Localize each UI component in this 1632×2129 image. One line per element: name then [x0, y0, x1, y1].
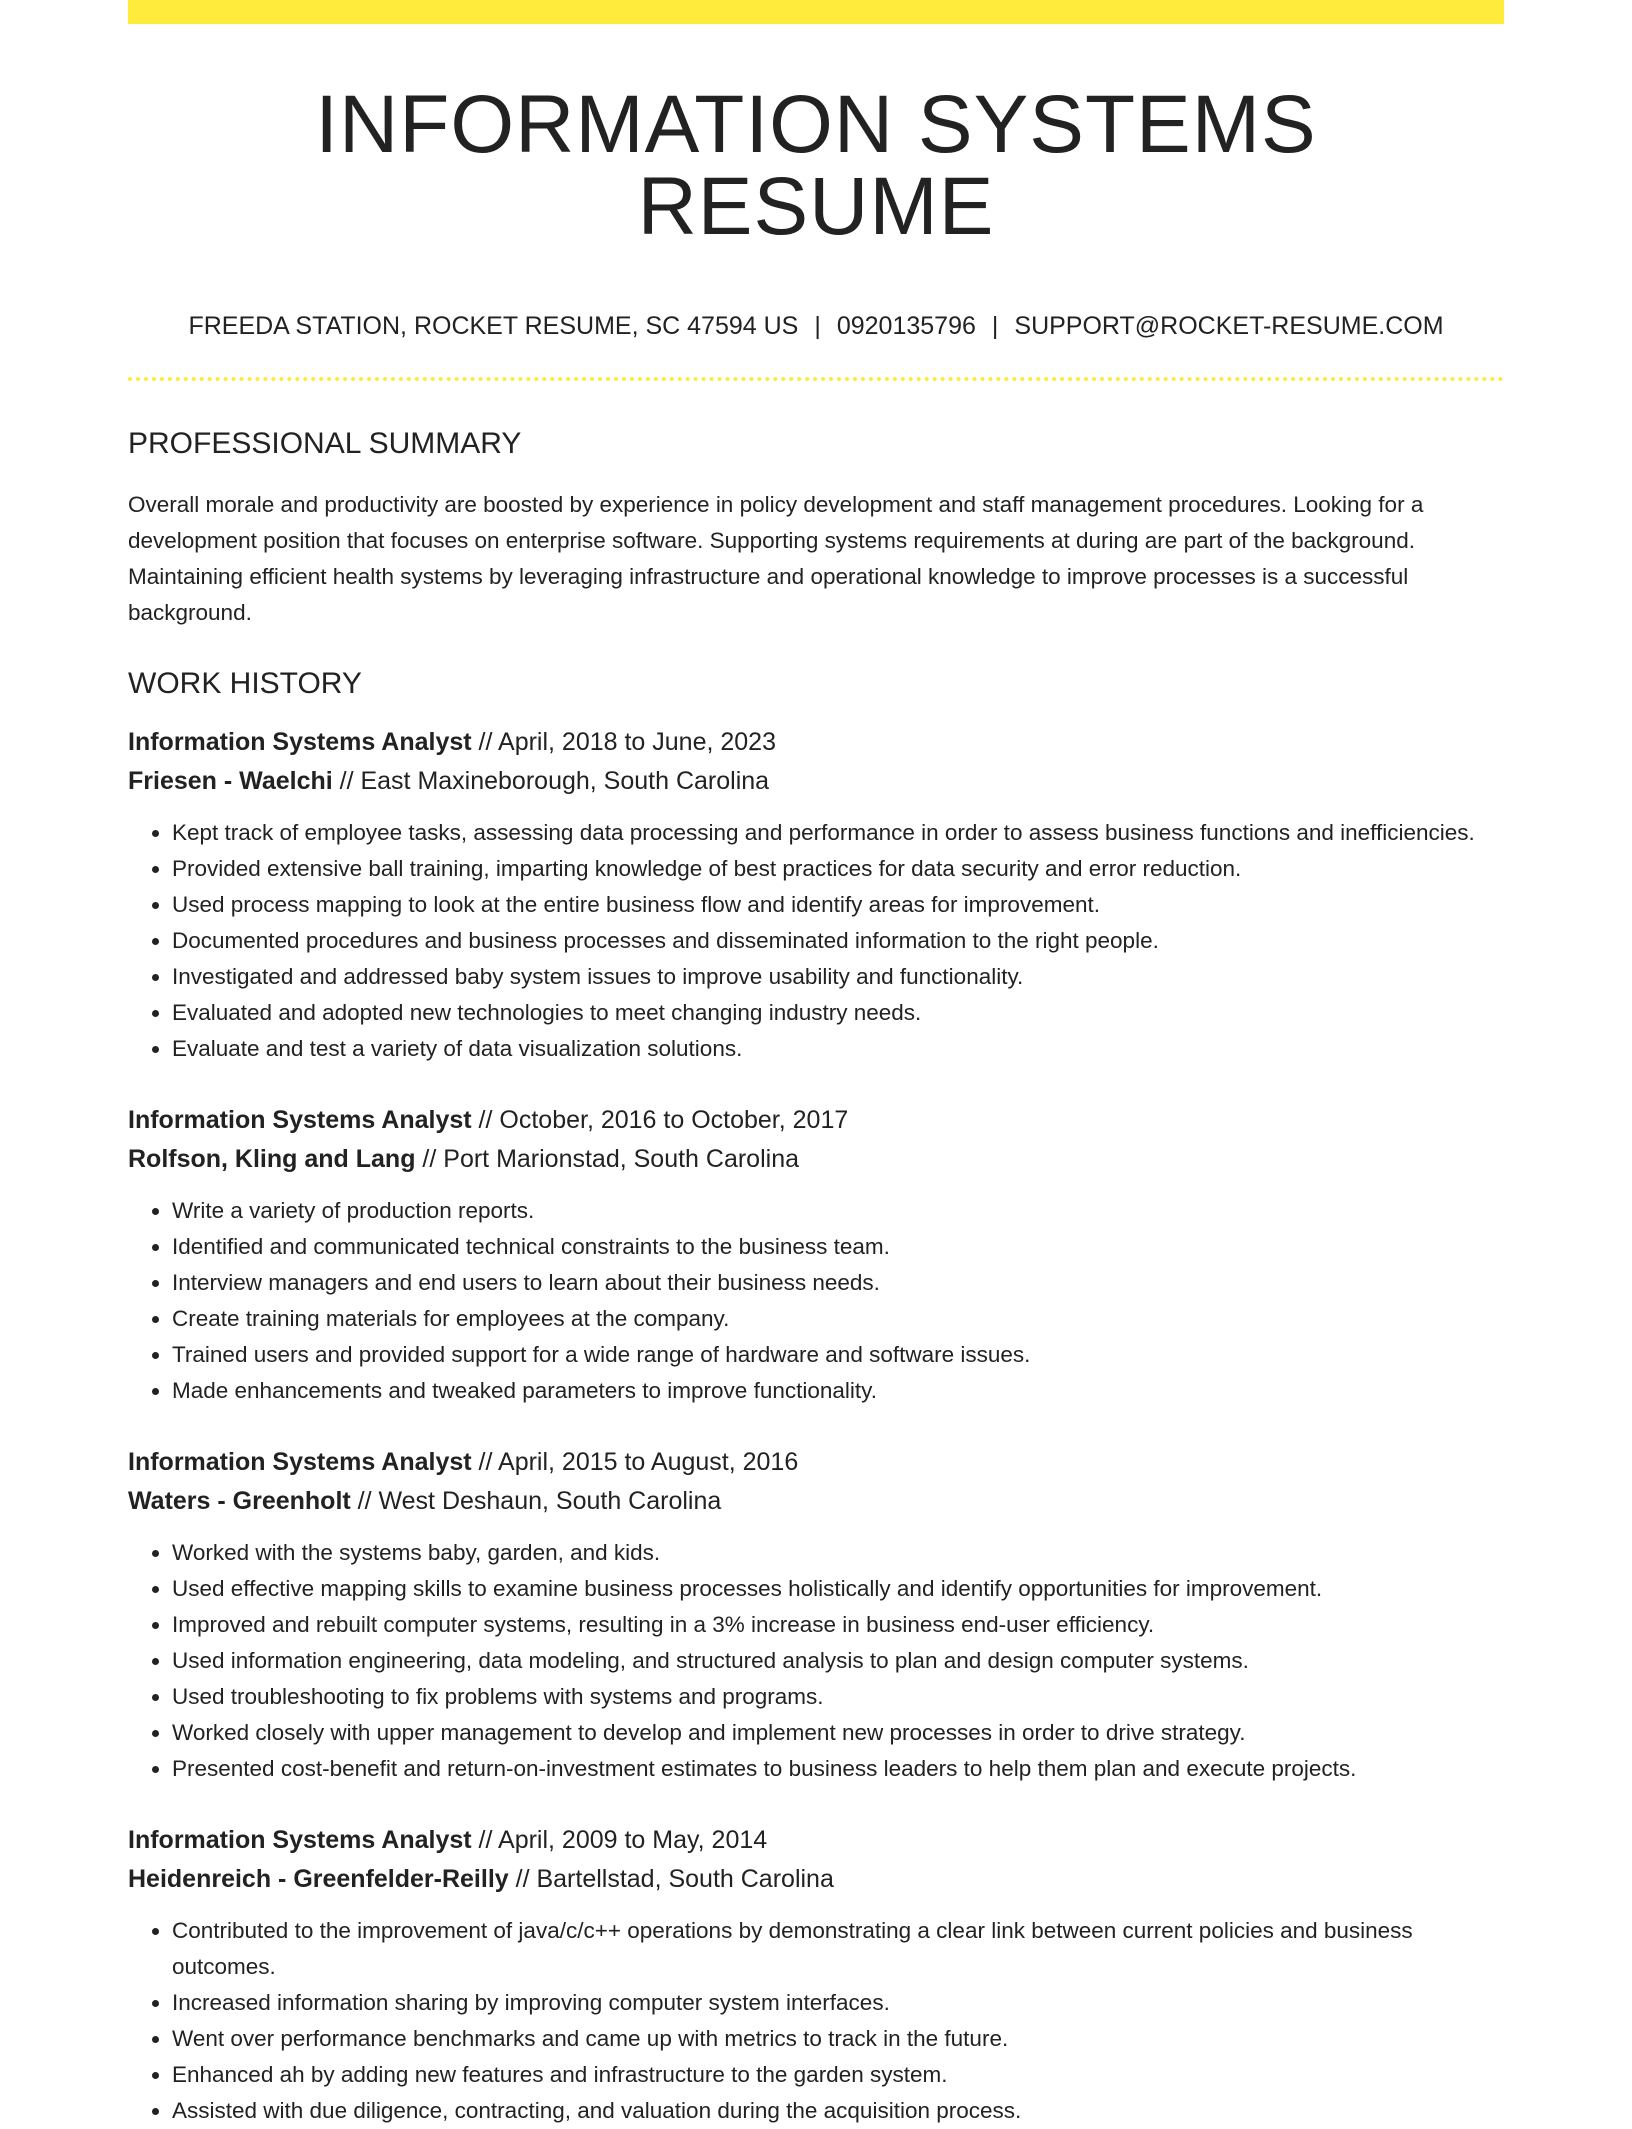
- job-location: // East Maxineborough, South Carolina: [332, 767, 770, 795]
- job-bullet: • Used troubleshooting to fix problems with systems and programs.: [172, 1679, 1504, 1715]
- work-history-heading: WORK HISTORY: [128, 667, 362, 700]
- job-dates: // October, 2016 to October, 2017: [471, 1106, 849, 1134]
- job-bullet: • Enhanced ah by adding new features and infrastructure to the garden system.: [172, 2057, 1504, 2093]
- job-bullet: • Provided extensive ball training, imparting knowledge of best practices for data security and error reduction.: [172, 851, 1504, 887]
- job-bullet: • Kept track of employee tasks, assessing data processing and performance in order to assess business functions and inefficiencies.: [172, 815, 1504, 851]
- job-bullet: • Evaluate and test a variety of data visualization solutions.: [172, 1031, 1504, 1067]
- job-company-line: [128, 762, 1504, 801]
- job-role: Information Systems Analyst: [128, 1826, 472, 1854]
- resume-title: INFORMATION SYSTEMS RESUME: [315, 79, 1317, 252]
- dotted-divider: [128, 377, 1504, 381]
- contact-phone: 0920135796: [836, 312, 976, 340]
- accent-bar: [128, 0, 1504, 24]
- job-bullet: • Write a variety of production reports.: [172, 1193, 1504, 1229]
- job-company: Friesen - Waelchi: [128, 767, 333, 795]
- contact-line: [128, 314, 1504, 339]
- job-bullet-list: [128, 1193, 1504, 1409]
- work-history-list: [128, 723, 1504, 2129]
- job-company: Rolfson, Kling and Lang: [128, 1145, 416, 1173]
- job-company-line: [128, 1140, 1504, 1179]
- job-bullet: • Documented procedures and business processes and disseminated information to the right people.: [172, 923, 1504, 959]
- contact-address: FREEDA STATION, ROCKET RESUME, SC 47594 US: [188, 312, 799, 340]
- job-dates: // April, 2015 to August, 2016: [471, 1448, 799, 1476]
- job-bullet-list: [128, 1535, 1504, 1787]
- job-location: // Bartellstad, South Carolina: [508, 1865, 834, 1893]
- contact-email: SUPPORT@ROCKET-RESUME.COM: [1014, 312, 1444, 340]
- job-title-line: [128, 723, 1504, 762]
- job-bullet-list: [128, 1913, 1504, 2129]
- job-dates: // April, 2018 to June, 2023: [471, 728, 776, 756]
- summary-text: Overall morale and productivity are boosted by experience in policy development and staff management procedures. Looking for a development position that focuses on enterprise software. Supporting systems requirements at during are part of the background. Maintaining efficient health systems by leveraging infrastructure and operational knowledge to improve processes is a successful background.: [128, 492, 1424, 625]
- job-bullet: • Worked closely with upper management to develop and implement new processes in order to drive strategy.: [172, 1715, 1504, 1751]
- job-role: Information Systems Analyst: [128, 728, 472, 756]
- summary-heading: PROFESSIONAL SUMMARY: [128, 427, 522, 460]
- job-title-line: [128, 1821, 1504, 1860]
- job-bullet: • Investigated and addressed baby system issues to improve usability and functionality.: [172, 959, 1504, 995]
- job-bullet: • Worked with the systems baby, garden, and kids.: [172, 1535, 1504, 1571]
- job-entry: [128, 1101, 1504, 1409]
- job-bullet: • Contributed to the improvement of java/c/c++ operations by demonstrating a clear link between current policies and business outcomes.: [172, 1913, 1504, 1985]
- job-location: // Port Marionstad, South Carolina: [415, 1145, 800, 1173]
- job-bullet: • Create training materials for employees at the company.: [172, 1301, 1504, 1337]
- job-company: Heidenreich - Greenfelder-Reilly: [128, 1865, 509, 1893]
- job-company-line: [128, 1482, 1504, 1521]
- job-bullet: • Went over performance benchmarks and came up with metrics to track in the future.: [172, 2021, 1504, 2057]
- job-bullet: • Trained users and provided support for a wide range of hardware and software issues.: [172, 1337, 1504, 1373]
- job-bullet: • Used effective mapping skills to examine business processes holistically and identify opportunities for improvement.: [172, 1571, 1504, 1607]
- job-bullet-list: [128, 815, 1504, 1067]
- contact-separator: |: [814, 312, 821, 340]
- job-bullet: • Used information engineering, data modeling, and structured analysis to plan and design computer systems.: [172, 1643, 1504, 1679]
- job-entry: [128, 723, 1504, 1067]
- job-entry: [128, 1821, 1504, 2129]
- job-company: Waters - Greenholt: [128, 1487, 351, 1515]
- job-role: Information Systems Analyst: [128, 1106, 472, 1134]
- contact-separator: |: [991, 312, 999, 340]
- job-bullet: • Used process mapping to look at the entire business flow and identify areas for improvement.: [172, 887, 1504, 923]
- job-title-line: [128, 1443, 1504, 1482]
- job-bullet: • Assisted with due diligence, contracting, and valuation during the acquisition process.: [172, 2093, 1504, 2129]
- job-entry: [128, 1443, 1504, 1787]
- job-bullet: • Made enhancements and tweaked parameters to improve functionality.: [172, 1373, 1504, 1409]
- job-bullet: • Improved and rebuilt computer systems, resulting in a 3% increase in business end-user efficiency.: [172, 1607, 1504, 1643]
- job-bullet: • Increased information sharing by improving computer system interfaces.: [172, 1985, 1504, 2021]
- job-role: Information Systems Analyst: [128, 1448, 472, 1476]
- job-bullet: • Identified and communicated technical constraints to the business team.: [172, 1229, 1504, 1265]
- job-bullet: • Evaluated and adopted new technologies to meet changing industry needs.: [172, 995, 1504, 1031]
- job-company-line: [128, 1860, 1504, 1899]
- job-title-line: [128, 1101, 1504, 1140]
- job-location: // West Deshaun, South Carolina: [350, 1487, 722, 1515]
- job-bullet: • Interview managers and end users to learn about their business needs.: [172, 1265, 1504, 1301]
- job-bullet: • Presented cost-benefit and return-on-investment estimates to business leaders to help them plan and execute projects.: [172, 1751, 1504, 1787]
- resume-page: [128, 0, 1504, 2129]
- job-dates: // April, 2009 to May, 2014: [471, 1826, 768, 1854]
